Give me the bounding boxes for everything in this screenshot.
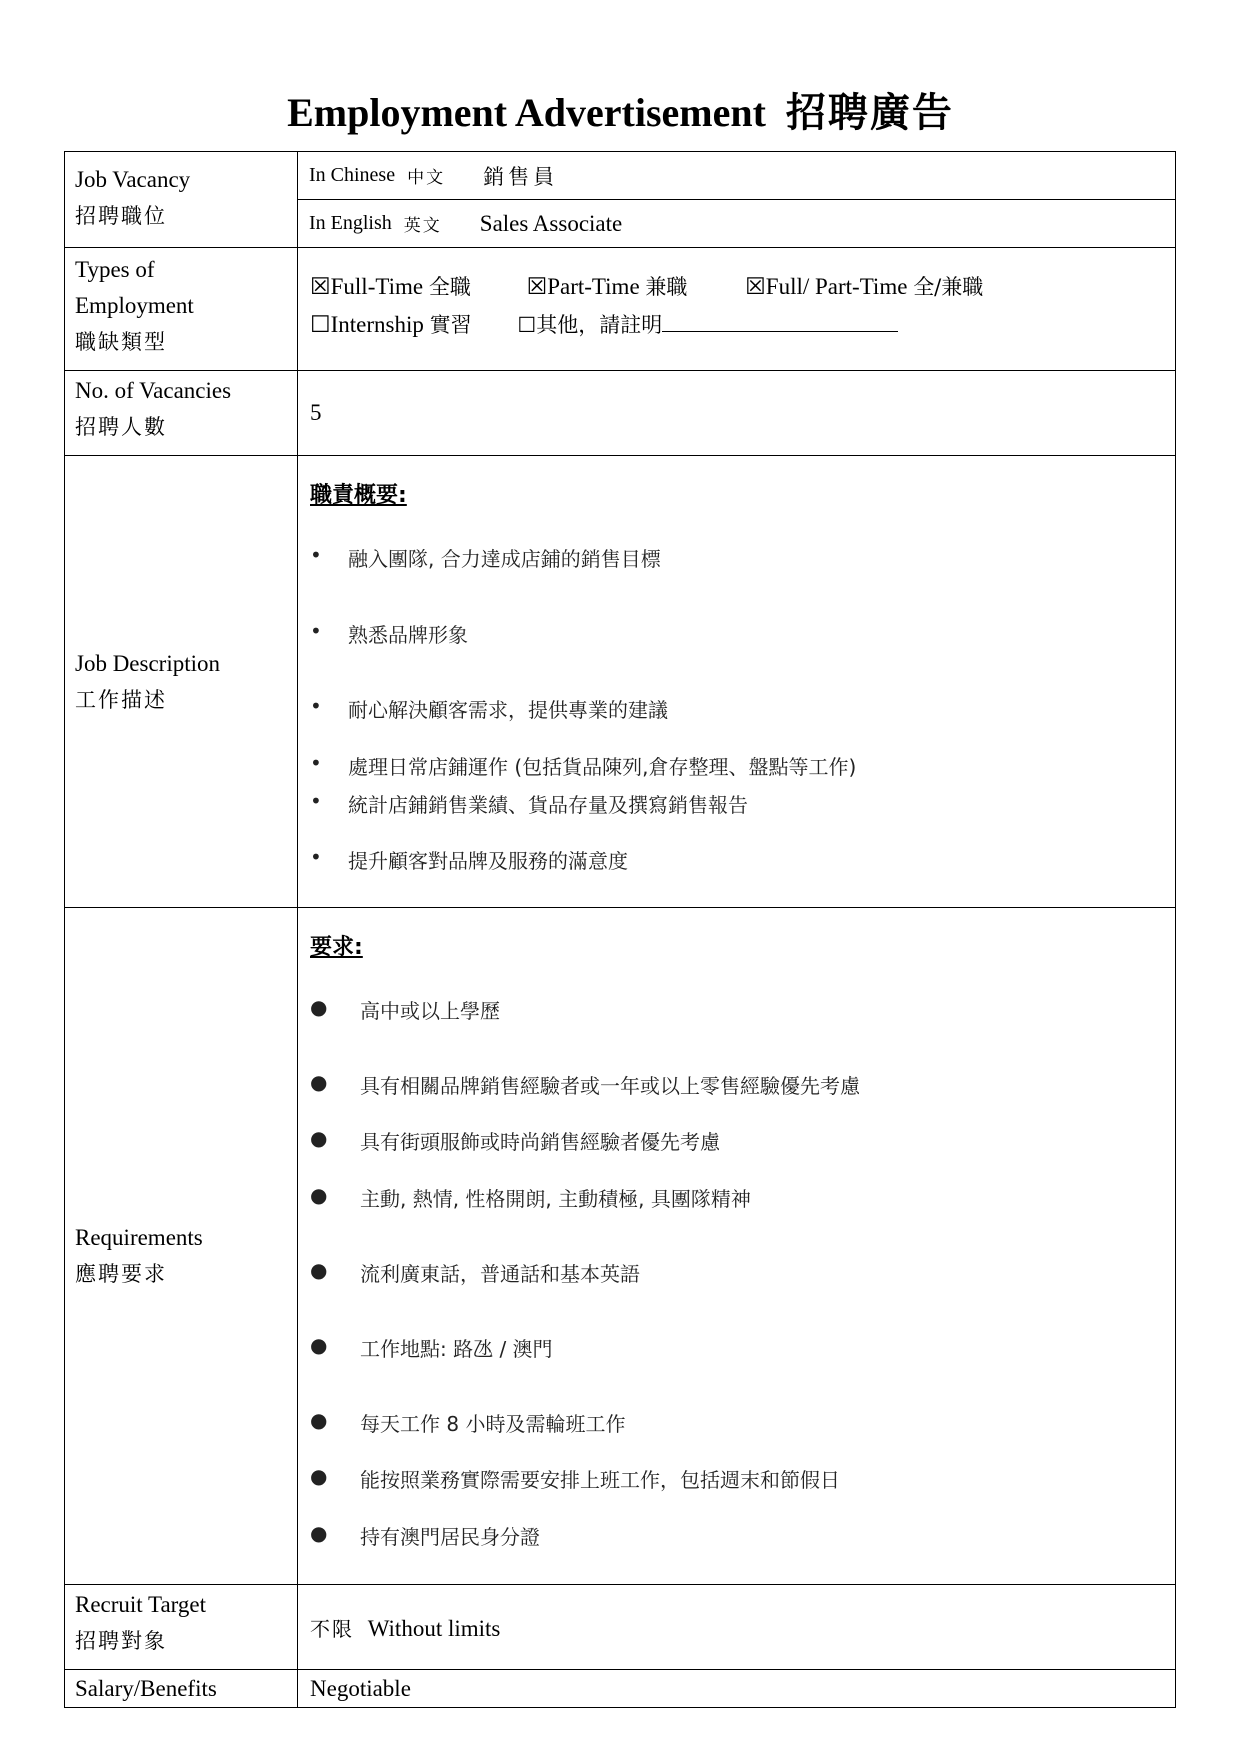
salary-label-cell <box>65 1670 298 1708</box>
other-specify-line <box>662 309 898 332</box>
employment-types-label-en-1: Types of <box>75 257 155 282</box>
recruit-target-label-en: Recruit Target <box>75 1592 207 1617</box>
in-chinese-label: In Chinese <box>309 164 396 186</box>
requirements-list <box>310 995 1163 1551</box>
vacancies-value-cell <box>298 371 1176 456</box>
row-salary <box>65 1670 1176 1708</box>
list-item: ● 能按照業務實際需要安排上班工作，包括週末和節假日 <box>310 1464 1163 1521</box>
row-job-description <box>65 456 1176 908</box>
list-item: ● 主動, 熱情, 性格開朗, 主動積極, 具團隊精神 <box>310 1183 1163 1258</box>
row-requirements <box>65 908 1176 1585</box>
list-item: • 提升顧客對品牌及服務的滿意度 <box>310 845 1163 875</box>
job-vacancy-chinese-row <box>298 152 1175 199</box>
job-title-english: Sales Associate <box>479 210 623 236</box>
other-checkbox[interactable]: ☐其他，請註明 <box>517 313 663 337</box>
job-description-list <box>310 543 1163 875</box>
in-english-label: In English <box>309 212 392 234</box>
internship-checkbox[interactable]: ☐Internship <box>310 312 424 337</box>
employment-types-value-cell <box>298 248 1176 371</box>
salary-value-cell <box>298 1670 1176 1708</box>
job-vacancy-english-row <box>298 199 1175 247</box>
list-item: • 融入團隊, 合力達成店鋪的銷售目標 <box>310 543 1163 619</box>
list-item: ● 每天工作 8 小時及需輪班工作 <box>310 1408 1163 1464</box>
list-item: • 耐心解決顧客需求，提供專業的建議 <box>310 694 1163 751</box>
employment-types-label-en-2: Employment <box>75 293 194 318</box>
part-time-zh: 兼職 <box>645 275 688 299</box>
requirements-heading: 要求: <box>310 935 363 960</box>
list-item: ● 高中或以上學歷 <box>310 995 1163 1070</box>
list-item: ● 具有相關品牌銷售經驗者或一年或以上零售經驗優先考慮 <box>310 1070 1163 1126</box>
job-vacancy-value-cell <box>298 152 1176 248</box>
row-recruit-target <box>65 1585 1176 1670</box>
requirements-label-cell <box>65 908 298 1585</box>
list-item: • 熟悉品牌形象 <box>310 619 1163 694</box>
list-item: ● 流利廣東話，普通話和基本英語 <box>310 1258 1163 1333</box>
recruit-target-label-cell <box>65 1585 298 1670</box>
requirements-label-zh: 應聘要求 <box>75 1262 167 1286</box>
vacancies-label-zh: 招聘人數 <box>75 415 167 439</box>
job-vacancy-label-cell <box>65 152 298 248</box>
full-time-zh: 全職 <box>428 275 471 299</box>
vacancies-label-en: No. of Vacancies <box>75 378 232 403</box>
full-time-checkbox[interactable]: ☒Full-Time <box>310 274 424 299</box>
job-vacancy-label-zh: 招聘職位 <box>75 204 167 228</box>
vacancies-label-cell <box>65 371 298 456</box>
internship-zh: 實習 <box>429 313 472 337</box>
job-description-heading: 職責概要: <box>310 483 407 508</box>
job-description-label-en: Job Description <box>75 650 221 676</box>
job-description-label-cell <box>65 456 298 908</box>
list-item: ● 持有澳門居民身分證 <box>310 1521 1163 1551</box>
job-description-label-zh: 工作描述 <box>75 687 167 712</box>
recruit-target-label-zh: 招聘對象 <box>75 1629 167 1653</box>
employment-types-label-zh: 職缺類型 <box>75 330 167 354</box>
full-part-time-zh: 全/兼職 <box>913 275 984 299</box>
title-english: Employment Advertisement <box>287 90 766 135</box>
salary-value: Negotiable <box>310 1675 411 1701</box>
job-title-chinese: 銷售員 <box>483 164 559 189</box>
in-english-label-zh: 英文 <box>403 216 442 236</box>
list-item: ● 工作地點: 路氹 / 澳門 <box>310 1333 1163 1408</box>
recruit-target-value-zh: 不限 <box>310 1616 354 1641</box>
list-item: • 處理日常店鋪運作 (包括貨品陳列,倉存整理、盤點等工作) <box>310 751 1163 789</box>
employment-types-label-cell <box>65 248 298 371</box>
salary-label: Salary/Benefits <box>75 1675 217 1701</box>
full-part-time-checkbox[interactable]: ☒Full/ Part-Time <box>745 274 908 299</box>
part-time-checkbox[interactable]: ☒Part-Time <box>526 274 640 299</box>
vacancies-value: 5 <box>310 400 322 425</box>
job-description-value-cell <box>298 456 1176 908</box>
page-title <box>0 88 1241 138</box>
requirements-value-cell <box>298 908 1176 1585</box>
in-chinese-label-zh: 中文 <box>407 168 446 188</box>
title-chinese: 招聘廣告 <box>785 89 954 136</box>
row-vacancies <box>65 371 1176 456</box>
job-form-table <box>64 151 1176 1708</box>
recruit-target-value-cell <box>298 1585 1176 1670</box>
list-item: • 統計店鋪銷售業績、貨品存量及撰寫銷售報告 <box>310 789 1163 845</box>
job-vacancy-label-en: Job Vacancy <box>75 167 191 192</box>
row-employment-types <box>65 248 1176 371</box>
recruit-target-value-en: Without limits <box>367 1615 501 1641</box>
requirements-label-en: Requirements <box>75 1225 203 1250</box>
row-job-vacancy <box>65 152 1176 248</box>
list-item: ● 具有街頭服飾或時尚銷售經驗者優先考慮 <box>310 1126 1163 1183</box>
